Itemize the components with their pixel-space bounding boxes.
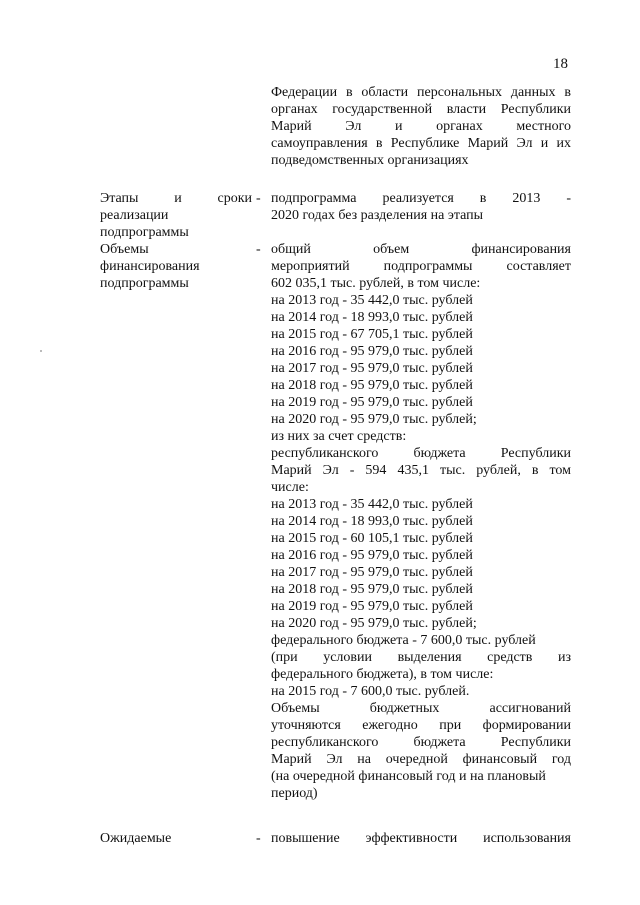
value-line: на 2018 год - 95 979,0 тыс. рублей bbox=[271, 582, 473, 597]
value-line: на 2018 год - 95 979,0 тыс. рублей bbox=[271, 378, 473, 393]
section-label-stages bbox=[100, 190, 252, 241]
value-line: 602 035,1 тыс. рублей, в том числе: bbox=[271, 276, 481, 291]
label-line: Объемы bbox=[100, 242, 149, 257]
value-line: числе: bbox=[271, 480, 309, 495]
label-line: Этапы и сроки bbox=[100, 191, 252, 206]
value-line: на 2017 год - 95 979,0 тыс. рублей bbox=[271, 565, 473, 580]
section-dash: - bbox=[256, 831, 261, 846]
value-line: на 2019 год - 95 979,0 тыс. рублей bbox=[271, 395, 473, 410]
intro-line: Федерации в области персональных данных в bbox=[271, 85, 571, 100]
intro-line: самоуправления в Республике Марий Эл и их bbox=[271, 136, 571, 151]
section-dash: - bbox=[256, 191, 261, 206]
value-line: повышение эффективности использования bbox=[271, 831, 571, 846]
section-label-financing bbox=[100, 241, 252, 292]
value-line: мероприятий подпрограммы составляет bbox=[271, 259, 571, 274]
value-line: на 2016 год - 95 979,0 тыс. рублей bbox=[271, 344, 473, 359]
value-line: на 2013 год - 35 442,0 тыс. рублей bbox=[271, 497, 473, 512]
value-line: на 2013 год - 35 442,0 тыс. рублей bbox=[271, 293, 473, 308]
value-line: на 2015 год - 60 105,1 тыс. рублей bbox=[271, 531, 473, 546]
value-line: Марий Эл - 594 435,1 тыс. рублей, в том bbox=[271, 463, 571, 478]
value-line: Объемы бюджетных ассигнований bbox=[271, 701, 571, 716]
value-line: на 2019 год - 95 979,0 тыс. рублей bbox=[271, 599, 473, 614]
value-line: на 2020 год - 95 979,0 тыс. рублей; bbox=[271, 616, 477, 631]
value-line: (на очередной финансовый год и на плановый bbox=[271, 769, 546, 784]
value-line: (при условии выделения средств из bbox=[271, 650, 571, 665]
section-value-expected bbox=[271, 830, 571, 847]
value-line: на 2014 год - 18 993,0 тыс. рублей bbox=[271, 310, 473, 325]
value-line: на 2015 год - 7 600,0 тыс. рублей. bbox=[271, 684, 470, 699]
section-dash: - bbox=[256, 242, 261, 257]
value-line: на 2014 год - 18 993,0 тыс. рублей bbox=[271, 514, 473, 529]
intro-line: Марий Эл и органах местного bbox=[271, 119, 571, 134]
value-line: на 2020 год - 95 979,0 тыс. рублей; bbox=[271, 412, 477, 427]
value-line: общий объем финансирования bbox=[271, 242, 571, 257]
label-line: реализации bbox=[100, 208, 169, 223]
value-line: Марий Эл на очередной финансовый год bbox=[271, 752, 571, 767]
intro-line: подведомственных организациях bbox=[271, 153, 469, 168]
label-line: Ожидаемые bbox=[100, 831, 172, 846]
intro-line: органах государственной власти Республики bbox=[271, 102, 571, 117]
value-line: федерального бюджета - 7 600,0 тыс. рублей bbox=[271, 633, 536, 648]
section-value-financing bbox=[271, 241, 571, 802]
intro-block bbox=[271, 84, 571, 169]
value-line: из них за счет средств: bbox=[271, 429, 407, 444]
value-line: на 2015 год - 67 705,1 тыс. рублей bbox=[271, 327, 473, 342]
label-line: подпрограммы bbox=[100, 225, 189, 240]
value-line: уточняются ежегодно при формировании bbox=[271, 718, 571, 733]
value-line: республиканского бюджета Республики bbox=[271, 735, 571, 750]
value-line: подпрограмма реализуется в 2013 - bbox=[271, 191, 571, 206]
value-line: период) bbox=[271, 786, 318, 801]
value-line: 2020 годах без разделения на этапы bbox=[271, 208, 484, 223]
page-number: 18 bbox=[553, 56, 568, 72]
label-line: подпрограммы bbox=[100, 276, 189, 291]
section-label-expected bbox=[100, 830, 252, 847]
section-value-stages bbox=[271, 190, 571, 224]
value-line: на 2017 год - 95 979,0 тыс. рублей bbox=[271, 361, 473, 376]
scan-speck bbox=[40, 350, 42, 352]
label-line: финансирования bbox=[100, 259, 200, 274]
value-line: республиканского бюджета Республики bbox=[271, 446, 571, 461]
value-line: федерального бюджета), в том числе: bbox=[271, 667, 494, 682]
value-line: на 2016 год - 95 979,0 тыс. рублей bbox=[271, 548, 473, 563]
